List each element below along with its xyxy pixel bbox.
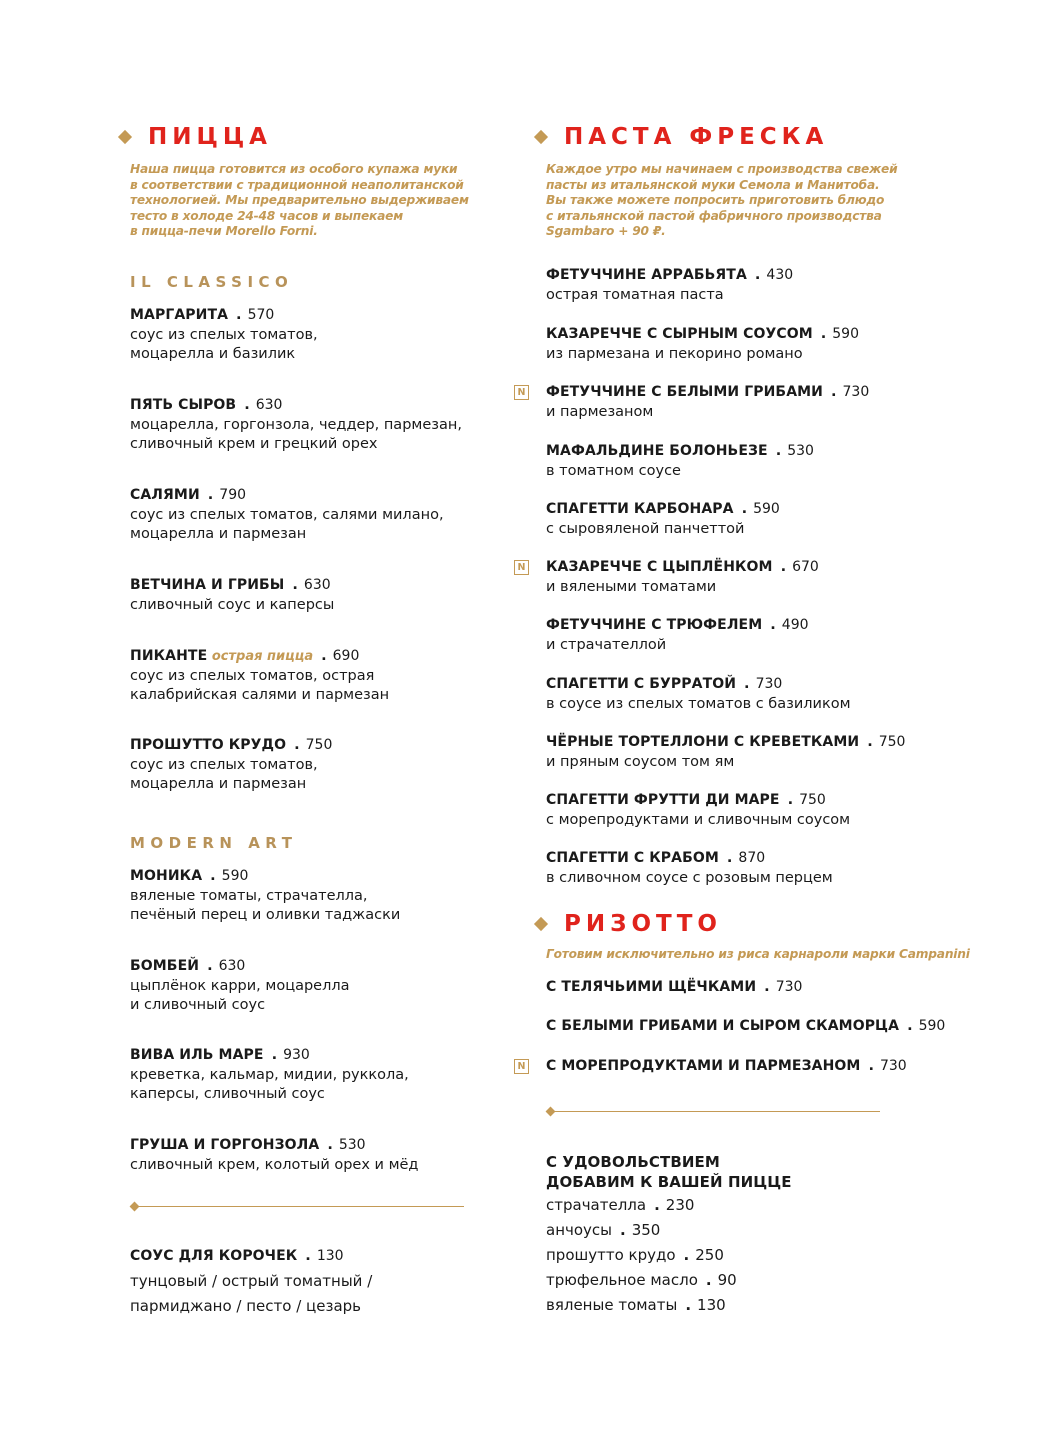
menu-item: СПАГЕТТИ С КРАБОМ . 870 в сливочном соусе с розовым перцем <box>546 849 833 888</box>
item-name: ГРУША И ГОРГОНЗОЛА <box>130 1137 320 1153</box>
pizza-title: ПИЦЦА <box>118 124 272 150</box>
item-desc: цыплёнок карри, моцарелла <box>130 977 350 994</box>
addon-item: прошутто крудо . 250 <box>546 1246 724 1264</box>
item-price: 590 <box>221 868 249 884</box>
addons-title: С УДОВОЛЬСТВИЕМ ДОБАВИМ К ВАШЕЙ ПИЦЦЕ <box>546 1153 792 1191</box>
item-price: 670 <box>792 559 819 575</box>
item-name: СПАГЕТТИ КАРБОНАРА <box>546 501 734 517</box>
classico-title: IL CLASSICO <box>130 273 294 291</box>
menu-item: ВИВА ИЛЬ МАРЕ . 930 креветка, кальмар, мидии, руккола, каперсы, сливочный соус <box>130 1046 409 1105</box>
pasta-title: ПАСТА ФРЕСКА <box>534 124 828 150</box>
item-desc: вяленые томаты, страчателла, <box>130 887 368 904</box>
item-desc: и пармезаном <box>546 403 654 420</box>
item-name: ПРОШУТТО КРУДО <box>130 737 287 753</box>
sauce-line: тунцовый / острый томатный / <box>130 1272 373 1290</box>
addon-item: трюфельное масло . 90 <box>546 1271 737 1289</box>
item-name: БОМБЕЙ <box>130 958 200 974</box>
item-price: 630 <box>218 958 246 974</box>
item-desc: калабрийская салями и пармезан <box>130 687 390 703</box>
item-price: 790 <box>219 487 247 503</box>
item-price: 570 <box>247 307 275 323</box>
item-price: 530 <box>338 1137 366 1153</box>
item-price: 730 <box>842 384 870 400</box>
item-desc: в соусе из спелых томатов с базиликом <box>546 695 851 712</box>
item-name: МАФАЛЬДИНЕ БОЛОНЬЕЗЕ <box>546 443 768 459</box>
menu-item: ПИКАНТЕ острая пицца . 690 соус из спелых томатов, острая калабрийская салями и пармезан <box>130 647 389 706</box>
addon-item: анчоусы . 350 <box>546 1221 661 1239</box>
item-desc: из пармезана и пекорино романо <box>546 345 803 362</box>
item-desc: сливочный крем, колотый орех и мёд <box>130 1156 419 1173</box>
item-desc: и пряным соусом том ям <box>546 753 735 770</box>
item-price: 430 <box>766 267 794 283</box>
item-desc: сливочный крем и грецкий орех <box>130 436 378 452</box>
item-desc: сливочный соус и каперсы <box>130 596 335 613</box>
new-badge-icon: N <box>514 560 529 575</box>
item-name: С БЕЛЫМИ ГРИБАМИ И СЫРОМ СКАМОРЦА <box>546 1018 900 1034</box>
item-name: СОУС ДЛЯ КОРОЧЕК <box>130 1248 298 1264</box>
item-name: КАЗАРЕЧЧЕ С ЦЫПЛЁНКОМ <box>546 559 773 575</box>
item-desc: моцарелла и пармезан <box>130 526 307 542</box>
risotto-title: РИЗОТТО <box>534 911 722 937</box>
menu-item: ЧЁРНЫЕ ТОРТЕЛЛОНИ С КРЕВЕТКАМИ . 750 и пряным соусом том ям <box>546 733 905 772</box>
item-price: 590 <box>918 1018 946 1034</box>
item-price: 630 <box>255 397 283 413</box>
item-name: ПЯТЬ СЫРОВ <box>130 397 237 413</box>
addon-item: страчателла . 230 <box>546 1196 695 1214</box>
pasta-intro: Каждое утро мы начинаем с производства свежей пасты из итальянской муки Семола и Манитоба. Вы также можете попросить приготовить блюдо с итальянской пастой фабричного производства Sgambaro + 90 ₽. <box>546 162 898 238</box>
new-badge-icon: N <box>514 1059 529 1074</box>
item-name: С МОРЕПРОДУКТАМИ И ПАРМЕЗАНОМ <box>546 1058 861 1074</box>
menu-item: САЛЯМИ . 790 соус из спелых томатов, салями милано, моцарелла и пармезан <box>130 486 444 545</box>
sauce-line: пармиджано / песто / цезарь <box>130 1297 361 1315</box>
menu-item: СПАГЕТТИ ФРУТТИ ДИ МАРЕ . 750 с морепродуктами и сливочным соусом <box>546 791 850 830</box>
item-name: СПАГЕТТИ ФРУТТИ ДИ МАРЕ <box>546 792 780 808</box>
item-desc: соус из спелых томатов, <box>130 326 318 343</box>
menu-item: МАРГАРИТА . 570 соус из спелых томатов, моцарелла и базилик <box>130 306 318 365</box>
item-price: 730 <box>775 979 803 995</box>
item-name: ФЕТУЧЧИНЕ АРРАБЬЯТА <box>546 267 747 283</box>
item-name: ФЕТУЧЧИНЕ С БЕЛЫМИ ГРИБАМИ <box>546 384 823 400</box>
modern-title: MODERN ART <box>130 834 298 852</box>
menu-item: СПАГЕТТИ С БУРРАТОЙ . 730 в соусе из спелых томатов с базиликом <box>546 675 851 714</box>
item-desc: каперсы, сливочный соус <box>130 1086 325 1102</box>
diamond-icon <box>534 130 548 144</box>
item-desc: острая томатная паста <box>546 286 724 303</box>
item-price: 730 <box>755 676 783 692</box>
diamond-icon <box>534 917 548 931</box>
item-name: СПАГЕТТИ С КРАБОМ <box>546 850 719 866</box>
item-desc: моцарелла, горгонзола, чеддер, пармезан, <box>130 416 462 433</box>
item-desc: печёный перец и оливки таджаски <box>130 907 401 923</box>
item-name: ВЕТЧИНА И ГРИБЫ <box>130 577 285 593</box>
menu-item: N С МОРЕПРОДУКТАМИ И ПАРМЕЗАНОМ . 730 <box>546 1057 907 1077</box>
item-desc: с морепродуктами и сливочным соусом <box>546 811 851 828</box>
risotto-intro: Готовим исключительно из риса карнароли марки Campanini <box>546 947 970 961</box>
item-name: МАРГАРИТА <box>130 307 229 323</box>
item-desc: и сливочный соус <box>130 997 266 1013</box>
menu-item: БОМБЕЙ . 630 цыплёнок карри, моцарелла и сливочный соус <box>130 957 350 1016</box>
item-price: 750 <box>799 792 826 808</box>
item-desc: моцарелла и пармезан <box>130 776 307 792</box>
item-price: 750 <box>878 734 906 750</box>
menu-item: СПАГЕТТИ КАРБОНАРА . 590 с сыровяленой панчеттой <box>546 500 780 539</box>
item-desc: и вялеными томатами <box>546 578 717 595</box>
item-price: 930 <box>283 1047 310 1063</box>
spicy-note: острая пицца <box>211 649 314 664</box>
item-name: СПАГЕТТИ С БУРРАТОЙ <box>546 676 737 692</box>
item-price: 130 <box>316 1248 344 1264</box>
new-badge-icon: N <box>514 385 529 400</box>
item-desc: креветка, кальмар, мидии, руккола, <box>130 1066 409 1083</box>
menu-item: ВЕТЧИНА И ГРИБЫ . 630 сливочный соус и каперсы <box>130 576 334 615</box>
item-desc: соус из спелых томатов, <box>130 756 318 773</box>
menu-item: ПРОШУТТО КРУДО . 750 соус из спелых томатов, моцарелла и пармезан <box>130 736 332 795</box>
item-name: С ТЕЛЯЧЬИМИ ЩЁЧКАМИ <box>546 979 757 995</box>
sauce-block: СОУС ДЛЯ КОРОЧЕК . 130 тунцовый / острый томатный / пармиджано / песто / цезарь <box>130 1244 372 1319</box>
item-price: 630 <box>303 577 331 593</box>
item-price: 870 <box>738 850 766 866</box>
item-desc: моцарелла и базилик <box>130 346 296 362</box>
item-name: САЛЯМИ <box>130 487 200 503</box>
item-price: 490 <box>781 617 809 633</box>
addon-item: вяленые томаты . 130 <box>546 1296 726 1314</box>
item-desc: и страчателлой <box>546 636 667 653</box>
menu-item: МАФАЛЬДИНЕ БОЛОНЬЕЗЕ . 530 в томатном соусе <box>546 442 814 481</box>
item-price: 590 <box>753 501 780 517</box>
item-price: 530 <box>787 443 814 459</box>
item-name: ВИВА ИЛЬ МАРЕ <box>130 1047 264 1063</box>
menu-item: ФЕТУЧЧИНЕ С ТРЮФЕЛЕМ . 490 и страчателлой <box>546 616 809 655</box>
item-desc: соус из спелых томатов, салями милано, <box>130 506 444 523</box>
menu-item: N КАЗАРЕЧЧЕ С ЦЫПЛЁНКОМ . 670 и вялеными томатами <box>546 558 819 597</box>
addons-list <box>546 1193 737 1318</box>
item-desc: в томатном соусе <box>546 462 681 479</box>
item-desc: соус из спелых томатов, острая <box>130 667 375 684</box>
menu-item: С БЕЛЫМИ ГРИБАМИ И СЫРОМ СКАМОРЦА . 590 <box>546 1018 946 1034</box>
menu-item: ГРУША И ГОРГОНЗОЛА . 530 сливочный крем, колотый орех и мёд <box>130 1136 418 1175</box>
item-name: ПИКАНТЕ <box>130 648 208 664</box>
menu-item: N ФЕТУЧЧИНЕ С БЕЛЫМИ ГРИБАМИ . 730 и пармезаном <box>546 383 869 422</box>
item-name: МОНИКА <box>130 868 203 884</box>
divider <box>552 1111 880 1112</box>
item-desc: в сливочном соусе с розовым перцем <box>546 869 833 886</box>
item-price: 750 <box>305 737 333 753</box>
item-name: ФЕТУЧЧИНЕ С ТРЮФЕЛЕМ <box>546 617 763 633</box>
menu-item: ФЕТУЧЧИНЕ АРРАБЬЯТА . 430 острая томатная паста <box>546 266 793 305</box>
item-price: 730 <box>879 1058 907 1074</box>
menu-item: ПЯТЬ СЫРОВ . 630 моцарелла, горгонзола, чеддер, пармезан, сливочный крем и грецкий орех <box>130 396 462 455</box>
item-desc: с сыровяленой панчеттой <box>546 520 745 537</box>
item-name: ЧЁРНЫЕ ТОРТЕЛЛОНИ С КРЕВЕТКАМИ <box>546 734 860 750</box>
item-price: 690 <box>332 648 360 664</box>
pizza-intro: Наша пицца готовится из особого купажа муки в соответствии с традиционной неаполитанской технологией. Мы предварительно выдерживаем тесто в холоде 24-48 часов и выпекаем в пицца-печи Morello Forni. <box>130 162 469 238</box>
divider <box>136 1206 464 1207</box>
menu-item: С ТЕЛЯЧЬИМИ ЩЁЧКАМИ . 730 <box>546 979 803 995</box>
menu-item: МОНИКА . 590 вяленые томаты, страчателла, печёный перец и оливки таджаски <box>130 867 400 926</box>
item-price: 590 <box>832 326 859 342</box>
menu-item: КАЗАРЕЧЧЕ С СЫРНЫМ СОУСОМ . 590 из пармезана и пекорино романо <box>546 325 859 364</box>
item-name: КАЗАРЕЧЧЕ С СЫРНЫМ СОУСОМ <box>546 326 813 342</box>
diamond-icon <box>118 130 132 144</box>
